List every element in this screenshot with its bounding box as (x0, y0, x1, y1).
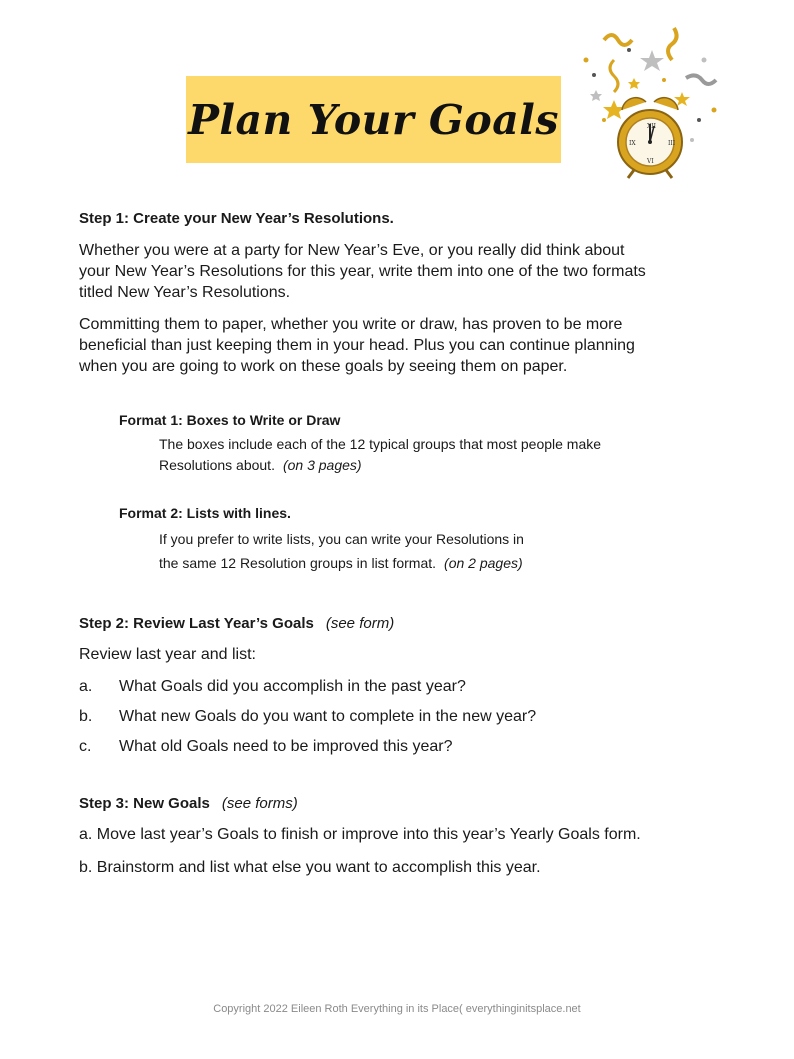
paragraph-line: Committing them to paper, whether you write or draw, has proven to be more (79, 316, 623, 333)
step3-item-b: b. Brainstorm and list what else you want to accomplish this year. (79, 859, 541, 876)
page-title: Plan Your Goals (188, 95, 559, 144)
step2-intro: Review last year and list: (79, 646, 256, 663)
format2-line2: the same 12 Resolution groups in list format. (on 2 pages) (159, 555, 523, 571)
svg-text:IX: IX (629, 140, 636, 147)
format1-line2: Resolutions about. (on 3 pages) (159, 457, 362, 473)
step1-heading: Step 1: Create your New Year’s Resolutions. (79, 210, 394, 227)
format1-note: (on 3 pages) (282, 457, 362, 473)
step2-note: (see form) (325, 615, 395, 632)
format1-line1: The boxes include each of the 12 typical groups that most people make (159, 436, 602, 452)
step3-note: (see forms) (221, 795, 298, 812)
format2-block (119, 505, 719, 575)
step2-heading: Step 2: Review Last Year’s Goals (see form) (79, 615, 395, 632)
footer-copyright: Copyright 2022 Eileen Roth Everything in its Place( everythinginitsplace.net (213, 1003, 581, 1015)
list-item: b. What new Goals do you want to complete in the new year? (79, 708, 537, 725)
paragraph-line: beneficial than just keeping them in your head. Plus you can continue planning (79, 337, 635, 354)
format1-heading: Format 1: Boxes to Write or Draw (119, 412, 341, 428)
step3-heading: Step 3: New Goals (see forms) (79, 795, 298, 812)
format2-line1: If you prefer to write lists, you can write your Resolutions in (159, 531, 524, 547)
alarm-clock-illustration (574, 20, 726, 180)
step3-item-a: a. Move last year’s Goals to finish or improve into this year’s Yearly Goals form. (79, 826, 641, 843)
list-item: c. What old Goals need to be improved this year? (79, 738, 453, 755)
paragraph-line: Whether you were at a party for New Year’s Eve, or you really did think about (79, 242, 625, 259)
format2-note: (on 2 pages) (444, 555, 523, 571)
svg-text:XII: XII (647, 123, 657, 130)
title-banner (186, 76, 561, 163)
paragraph-line: titled New Year’s Resolutions. (79, 284, 291, 301)
format2-heading: Format 2: Lists with lines. (119, 505, 291, 521)
list-item: a. What Goals did you accomplish in the past year? (79, 678, 466, 695)
step1-paragraph1 (79, 240, 719, 303)
format1-block (119, 412, 719, 476)
paragraph-line: when you are going to work on these goals by seeing them on paper. (79, 358, 568, 375)
svg-text:VI: VI (647, 158, 654, 165)
svg-text:III: III (668, 140, 676, 147)
paragraph-line: your New Year’s Resolutions for this year, write them into one of the two formats (79, 263, 646, 280)
step1-paragraph2 (79, 314, 719, 377)
main-content (79, 210, 719, 878)
